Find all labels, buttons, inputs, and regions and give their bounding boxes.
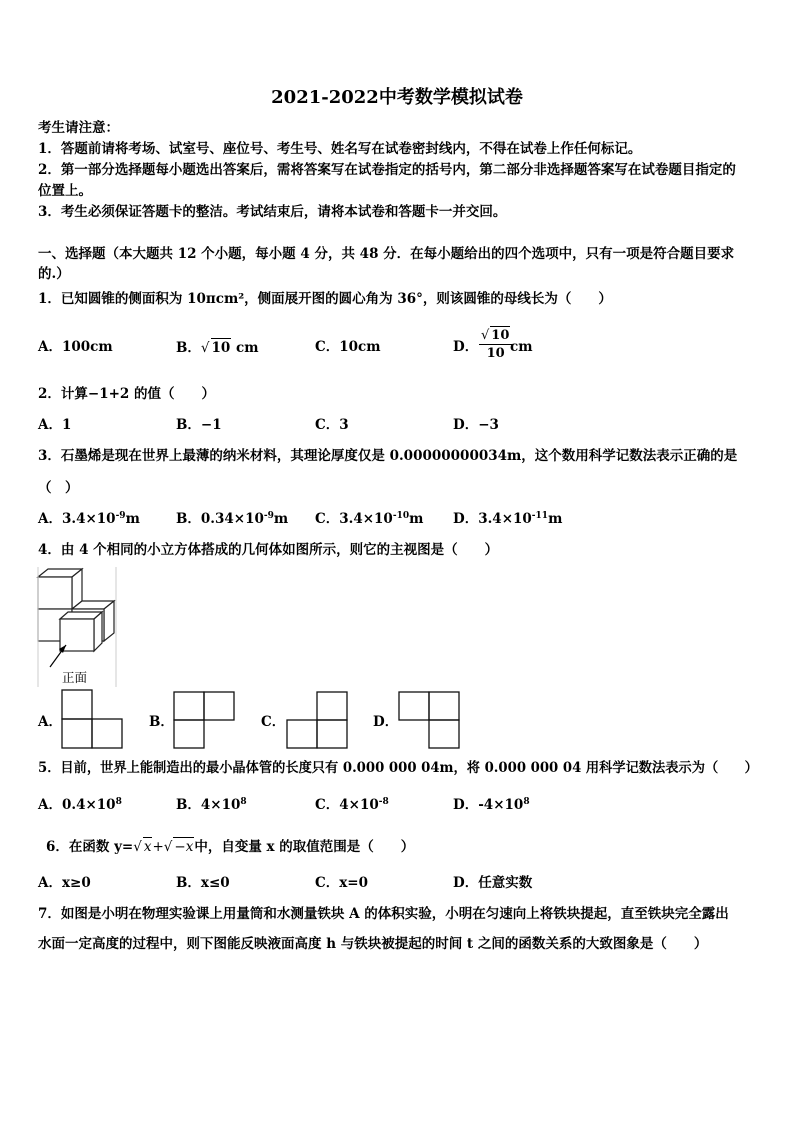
q6-option-d: D．任意实数 <box>453 875 533 891</box>
q5-option-b: B．$4\times 10^8$ <box>176 797 247 813</box>
q6-stem: 6．在函数 y=√ x+√ −x中，自变量 x 的取值范围是（ ） <box>46 839 415 855</box>
q3-option-c: C．$3.4\times 10^{-10}m$ <box>315 511 424 527</box>
q6-option-b: B．x≤0 <box>176 875 230 891</box>
q1-stem: 1．已知圆锥的侧面积为 10πcm²，侧面展开图的圆心角为 36°，则该圆锥的母线长为（ ） <box>38 291 612 307</box>
q3-stem: 3．石墨烯是现在世界上最薄的纳米材料，其理论厚度仅是 0.00000000034m，这个数用科学记数法表示正确的是 <box>38 448 738 464</box>
notice-item-2: 2．第一部分选择题每小题选出答案后，需将答案写在试卷指定的括号内，第二部分非选择题答案写在试卷题目指定的 <box>38 162 736 178</box>
q2-option-a: A．1 <box>38 417 72 433</box>
q1-option-b: B．√ 10 cm <box>176 340 259 356</box>
notice-item-3: 3．考生必须保证答题卡的整洁。考试结束后，请将本试卷和答题卡一并交回。 <box>38 204 507 220</box>
notice-item-1: 1．答题前请将考场、试室号、座位号、考生号、姓名写在试卷密封线内，不得在试卷上作任何标记。 <box>38 141 642 157</box>
q4-option-d-label: D． <box>373 714 399 730</box>
q3-option-d: D．$3.4\times 10^{-11}m$ <box>453 511 563 527</box>
q1-option-a: A．100cm <box>38 339 113 355</box>
q2-option-c: C．3 <box>315 417 349 433</box>
q5-stem: 5．目前，世界上能制造出的最小晶体管的长度只有 0.000 000 04m，将 0.000 000 04 用科学记数法表示为（ ） <box>38 760 758 776</box>
section-heading: 一、选择题（本大题共 12 个小题，每小题 4 分，共 48 分．在每小题给出的四个选项中，只有一项是符合题目要求 <box>38 246 735 262</box>
q5-option-a: A．$0.4\times 10^8$ <box>38 797 122 813</box>
q4-stem: 4．由 4 个相同的小立方体搭成的几何体如图所示，则它的主视图是（ ） <box>38 542 499 558</box>
q4-option-a-label: A． <box>38 714 62 730</box>
q5-option-c: C．$4\times 10^{-8}$ <box>315 797 389 813</box>
front-label: 正面 <box>62 670 88 685</box>
q4-option-c-label: C． <box>261 714 286 730</box>
q2-stem: 2．计算−1+2 的值（ ） <box>38 386 216 402</box>
q1-option-c: C．10cm <box>315 339 381 355</box>
q1-option-d-label: D． <box>453 339 479 355</box>
q6-option-c: C．x=0 <box>315 875 368 891</box>
q7-stem: 7．如图是小明在物理实验课上用量筒和水测量铁块 A 的体积实验，小明在匀速向上将铁块提起，直至铁块完全露出 <box>38 906 729 922</box>
q3-paren: （ ） <box>38 480 79 496</box>
q2-option-b: B．−1 <box>176 417 222 433</box>
section-heading-cont: 的.） <box>38 266 70 282</box>
q3-option-a: A．$3.4\times 10^{-9}m$ <box>38 511 140 527</box>
q4-option-b-figure <box>172 690 236 750</box>
notice-item-2-cont: 位置上。 <box>38 183 92 199</box>
q7-stem-cont: 水面一定高度的过程中，则下图能反映液面高度 h 与铁块被提起的时间 t 之间的函数关系的大致图象是（ ） <box>38 936 708 952</box>
notice-heading: 考生请注意： <box>38 120 119 136</box>
q3-option-b: B．$0.34\times 10^{-9}m$ <box>176 511 289 527</box>
q4-option-a-figure <box>60 688 124 750</box>
q4-option-d-figure <box>397 690 461 750</box>
q6-option-a: A．x≥0 <box>38 875 91 891</box>
q1-option-d-unit: cm <box>510 339 533 355</box>
q4-option-c-figure <box>285 690 349 750</box>
q4-option-b-label: B． <box>149 714 174 730</box>
q5-option-d: D．$-4\times 10^8$ <box>453 797 530 813</box>
q1-option-d-fraction: $\frac{√ 10}{10}$ <box>479 326 512 362</box>
page-title: 2021-2022中考数学模拟试卷 <box>271 87 523 108</box>
q2-option-d: D．−3 <box>453 417 499 433</box>
